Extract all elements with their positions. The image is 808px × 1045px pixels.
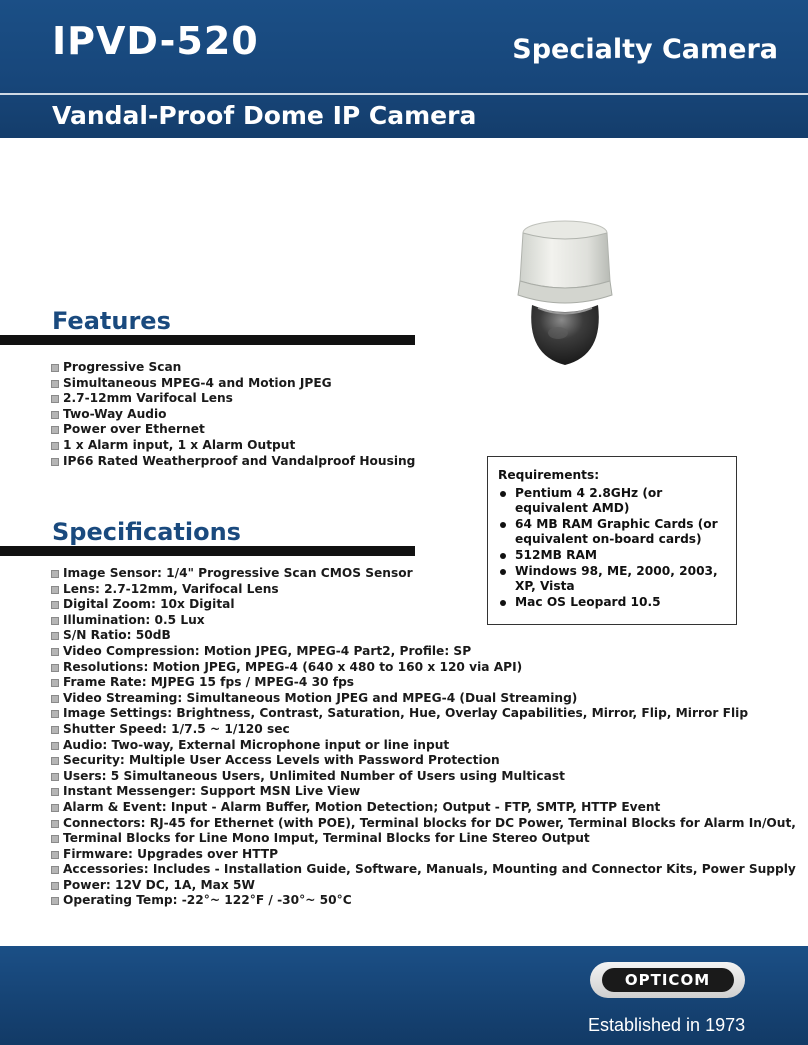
header-banner — [0, 0, 808, 138]
square-bullet-icon — [51, 617, 59, 625]
spec-item-text: Users: 5 Simultaneous Users, Unlimited Number of Users using Multicast — [63, 768, 565, 783]
spec-item-text: Video Compression: Motion JPEG, MPEG-4 Part2, Profile: SP — [63, 643, 472, 658]
spec-item — [51, 644, 796, 660]
spec-item-text: Audio: Two-way, External Microphone input or line input — [63, 737, 450, 752]
spec-item — [51, 753, 796, 769]
square-bullet-icon — [51, 380, 59, 388]
spec-item — [51, 566, 796, 582]
feature-item — [51, 454, 415, 470]
spec-item — [51, 706, 796, 722]
spec-item-text: Image Sensor: 1/4" Progressive Scan CMOS Sensor — [63, 566, 413, 580]
specifications-heading: Specifications — [52, 518, 241, 546]
square-bullet-icon — [51, 458, 59, 466]
feature-item-text: IP66 Rated Weatherproof and Vandalproof Housing — [63, 453, 416, 468]
square-bullet-icon — [51, 897, 59, 905]
square-bullet-icon — [51, 695, 59, 703]
square-bullet-icon — [51, 882, 59, 890]
square-bullet-icon — [51, 866, 59, 874]
header-divider — [0, 93, 808, 95]
specifications-rule — [0, 546, 415, 556]
spec-item-text: Firmware: Upgrades over HTTP — [63, 846, 279, 861]
feature-item-text: Power over Ethernet — [63, 422, 205, 437]
square-bullet-icon — [51, 395, 59, 403]
square-bullet-icon — [51, 773, 59, 781]
spec-item-text: Terminal Blocks for Line Mono Imput, Terminal Blocks for Line Stereo Output — [63, 831, 590, 846]
spec-item-text: Frame Rate: MJPEG 15 fps / MPEG-4 30 fps — [63, 675, 355, 690]
spec-item — [51, 613, 796, 629]
spec-item-text: Digital Zoom: 10x Digital — [63, 597, 235, 612]
square-bullet-icon — [51, 426, 59, 434]
feature-item — [51, 391, 415, 407]
square-bullet-icon — [51, 648, 59, 656]
square-bullet-icon — [51, 742, 59, 750]
spec-item-text: S/N Ratio: 50dB — [63, 628, 171, 643]
spec-item — [51, 594, 796, 613]
spec-item-text: Operating Temp: -22°~ 122°F / -30°~ 50°C — [63, 893, 352, 908]
round-bullet-icon — [500, 522, 506, 528]
spec-item — [51, 675, 796, 691]
spec-item — [51, 862, 796, 878]
feature-item-text: 1 x Alarm input, 1 x Alarm Output — [63, 437, 296, 452]
logo-text: OPTICOM — [602, 968, 734, 992]
requirement-text: 512MB RAM — [515, 547, 598, 562]
features-list — [51, 360, 415, 469]
requirements-title: Requirements: — [498, 468, 600, 482]
opticom-logo — [590, 962, 745, 998]
square-bullet-icon — [51, 804, 59, 812]
square-bullet-icon — [51, 570, 59, 578]
spec-item — [51, 582, 796, 598]
square-bullet-icon — [51, 835, 59, 843]
requirement-text: Mac OS Leopard 10.5 — [515, 594, 661, 609]
requirement-text: Pentium 4 2.8GHz (or equivalent AMD) — [515, 485, 663, 516]
requirement-text: Windows 98, ME, 2000, 2003, XP, Vista — [515, 563, 718, 594]
spec-item-text: Lens: 2.7-12mm, Varifocal Lens — [63, 581, 279, 596]
spec-item — [51, 816, 796, 832]
specifications-list — [51, 563, 796, 909]
square-bullet-icon — [51, 664, 59, 672]
feature-item — [51, 438, 415, 454]
spec-item-text: Illumination: 0.5 Lux — [63, 612, 205, 627]
square-bullet-icon — [51, 788, 59, 796]
spec-item — [51, 800, 796, 816]
spec-item-text: Accessories: Includes - Installation Guide, Software, Manuals, Mounting and Connector Kits, Power Supply — [63, 862, 796, 877]
square-bullet-icon — [51, 586, 59, 594]
feature-item-text: Two-Way Audio — [63, 406, 167, 421]
spec-item-text: Alarm & Event: Input - Alarm Buffer, Motion Detection; Output - FTP, SMTP, HTTP Event — [63, 799, 661, 814]
square-bullet-icon — [51, 364, 59, 372]
round-bullet-icon — [500, 491, 506, 497]
feature-item-text: Simultaneous MPEG-4 and Motion JPEG — [63, 375, 332, 390]
features-rule — [0, 335, 415, 345]
spec-item — [51, 660, 796, 676]
product-subtitle: Vandal-Proof Dome IP Camera — [52, 101, 477, 130]
square-bullet-icon — [51, 851, 59, 859]
established-text: Established in 1973 — [588, 1015, 746, 1035]
feature-item — [51, 422, 415, 438]
requirement-item — [498, 517, 728, 548]
feature-item — [51, 376, 415, 392]
feature-item — [51, 360, 415, 376]
spec-item-text: Instant Messenger: Support MSN Live View — [63, 784, 361, 799]
spec-item-text: Shutter Speed: 1/7.5 ~ 1/120 sec — [63, 721, 290, 736]
spec-item-text: Video Streaming: Simultaneous Motion JPEG and MPEG-4 (Dual Streaming) — [63, 690, 578, 705]
requirement-item — [498, 486, 728, 517]
square-bullet-icon — [51, 726, 59, 734]
spec-item — [51, 784, 796, 800]
spec-item-text: Power: 12V DC, 1A, Max 5W — [63, 877, 255, 892]
feature-item-text: Progressive Scan — [63, 360, 182, 374]
spec-item — [51, 878, 796, 894]
spec-item — [51, 738, 796, 754]
square-bullet-icon — [51, 820, 59, 828]
features-heading: Features — [52, 307, 171, 335]
spec-item-text: Security: Multiple User Access Levels with Password Protection — [63, 753, 500, 768]
round-bullet-icon — [500, 553, 506, 559]
feature-item-text: 2.7-12mm Varifocal Lens — [63, 391, 233, 406]
spec-item — [51, 847, 796, 863]
square-bullet-icon — [51, 710, 59, 718]
requirement-item — [498, 548, 728, 564]
spec-item-text: Resolutions: Motion JPEG, MPEG-4 (640 x 480 to 160 x 120 via API) — [63, 659, 523, 674]
dome-camera-image — [500, 195, 630, 400]
spec-item — [51, 722, 796, 738]
square-bullet-icon — [51, 757, 59, 765]
footer-banner — [0, 946, 808, 1045]
square-bullet-icon — [51, 632, 59, 640]
square-bullet-icon — [51, 679, 59, 687]
requirement-text: 64 MB RAM Graphic Cards (or equivalent on-board cards) — [515, 516, 718, 547]
spec-item — [51, 769, 796, 785]
feature-item — [51, 407, 415, 423]
product-category: Specialty Camera — [512, 34, 778, 65]
square-bullet-icon — [51, 411, 59, 419]
square-bullet-icon — [51, 442, 59, 450]
model-number: IPVD-520 — [52, 19, 259, 63]
spec-item — [51, 893, 796, 909]
square-bullet-icon — [51, 601, 59, 609]
spec-item-text: Connectors: RJ-45 for Ethernet (with POE), Terminal blocks for DC Power, Terminal Blocks for Alarm In/Out, — [63, 815, 796, 830]
spec-item — [51, 831, 796, 847]
spec-item — [51, 691, 796, 707]
spec-item — [51, 628, 796, 644]
spec-item-text: Image Settings: Brightness, Contrast, Saturation, Hue, Overlay Capabilities, Mirror, Flip, Mirror Flip — [63, 706, 749, 721]
